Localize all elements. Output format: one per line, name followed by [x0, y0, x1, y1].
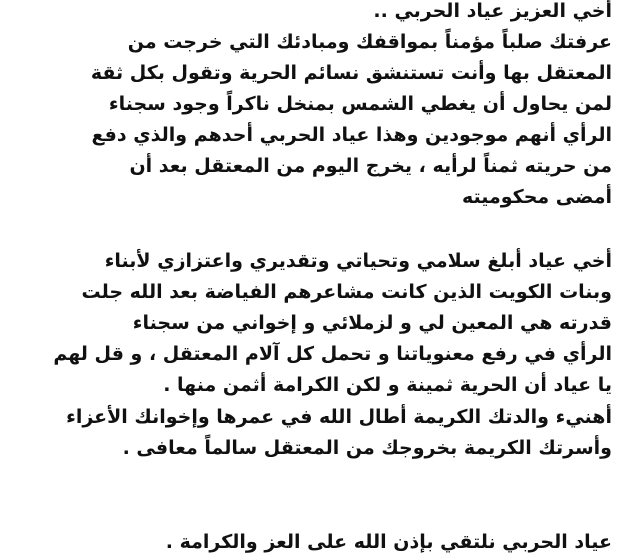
text-line: أهنيء والدتك الكريمة أطال الله في عمرها وإخوانك الأعزاء: [66, 406, 612, 428]
text-line: عرفتك صلباً مؤمناً بمواقفك ومبادئك التي خرجت من: [127, 31, 612, 53]
text-line: عياد الحربي نلتقي بإذن الله على العز والكرامة .: [165, 531, 612, 553]
text-line: من حريته ثمناً لرأيه ، يخرج اليوم من المعتقل بعد أن: [129, 155, 612, 177]
text-line: لمن يحاول أن يغطي الشمس بمنخل ناكراً وجود سجناء: [108, 93, 612, 115]
text-line: وبنات الكويت الذين كانت مشاعرهم الفياضة بعد الله جلت: [81, 281, 612, 303]
text-line: أخي عياد أبلغ سلامي وتحياتي وتقديري واعتزازي لأبناء: [104, 250, 612, 272]
paragraph-closing: [34, 527, 612, 556]
text-line: أخي العزيز عياد الحربي ..: [373, 0, 612, 22]
text-line: الرأي أنهم موجودين وهذا عياد الحربي أحدهم والذي دفع: [91, 124, 612, 146]
text-line: أمضى محكوميته: [461, 186, 612, 208]
text-line: الرأي في رفع معنوياتنا و تحمل كل آلام المعتقل ، و قل لهم: [53, 343, 612, 365]
text-line: قدرته هي المعين لي و لزملائي و إخواني من سجناء: [132, 312, 612, 334]
text-line: يا عياد أن الحرية ثمينة و لكن الكرامة أثمن منها .: [163, 374, 612, 396]
text-line: المعتقل بها وأنت تستنشق نسائم الحرية وتقول بكل ثقة: [90, 62, 612, 84]
paragraph-greeting: [34, 0, 612, 213]
paragraph-congratulations: [34, 402, 612, 464]
text-line: وأسرتك الكريمة بخروجك من المعتقل سالماً معافى .: [122, 437, 612, 459]
paragraph-regards: [34, 246, 612, 401]
